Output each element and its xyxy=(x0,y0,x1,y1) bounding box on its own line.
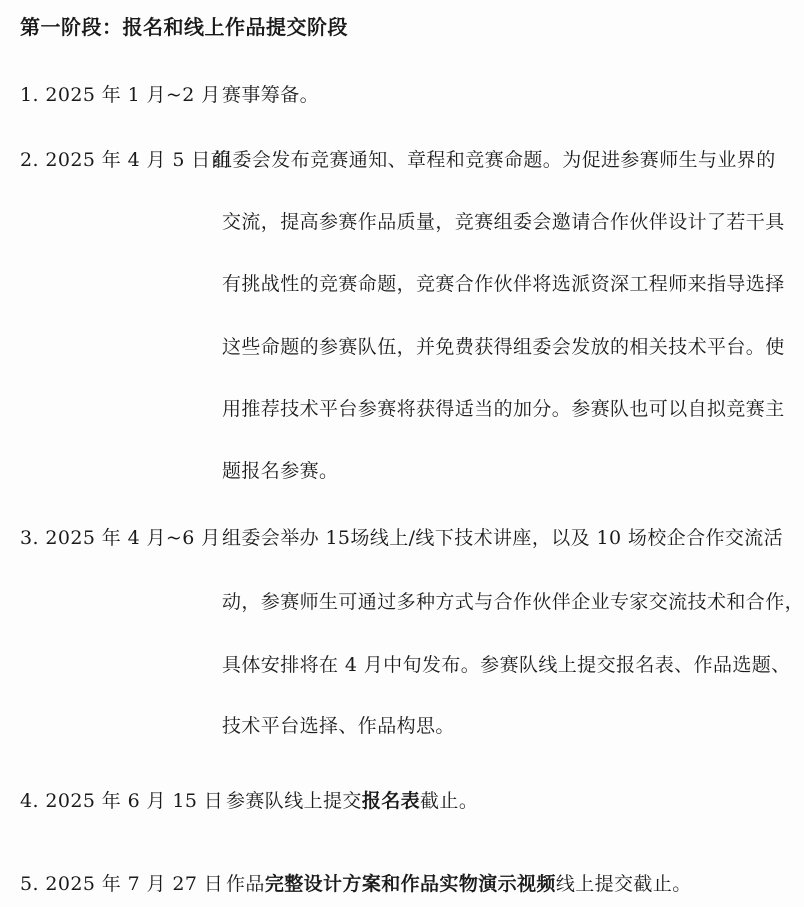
item-2-line-3: 有挑战性的竞赛命题，竞赛合作伙伴将选派资深工程师来指导选择 xyxy=(222,273,785,295)
item-2-date: 2. 2025 年 4 月 5 日前 xyxy=(20,149,231,171)
item-4-text xyxy=(226,787,478,815)
item-5-date: 5. 2025 年 7 月 27 日 xyxy=(20,873,224,895)
item-1-line-1: 赛事筹备。 xyxy=(222,84,320,106)
item-2-line-2: 交流，提高参赛作品质量，竞赛组委会邀请合作伙伴设计了若干具 xyxy=(222,211,785,233)
item-3-line-3: 具体安排将在 4 月中旬发布。参赛队线上提交报名表、作品选题、 xyxy=(222,654,791,676)
item-1-date: 1. 2025 年 1 月~2 月 xyxy=(20,84,221,106)
item-4-text-bold: 报名表 xyxy=(361,790,421,812)
item-3-date: 3. 2025 年 4 月~6 月 xyxy=(20,527,221,549)
item-5-text-bold: 完整设计方案和作品实物演示视频 xyxy=(264,873,556,895)
item-2-line-4: 这些命题的参赛队伍，并免费获得组委会发放的相关技术平台。使 xyxy=(222,336,785,358)
item-3-line-4: 技术平台选择、作品构思。 xyxy=(222,715,455,737)
item-2-line-1: 组委会发布竞赛通知、章程和竞赛命题。为促进参赛师生与业界的 xyxy=(213,149,776,171)
item-2-line-5: 用推荐技术平台参赛将获得适当的加分。参赛队也可以自拟竞赛主 xyxy=(222,398,785,420)
item-5-text-pre: 作品 xyxy=(226,873,265,895)
item-5-text xyxy=(226,870,692,898)
item-5-text-post: 线上提交截止。 xyxy=(555,873,692,895)
item-2-line-6: 题报名参赛。 xyxy=(222,460,339,482)
item-4-text-post: 截止。 xyxy=(420,790,479,812)
item-4-text-pre: 参赛队线上提交 xyxy=(226,790,362,812)
item-3-line-2: 动，参赛师生可通过多种方式与合作伙伴企业专家交流技术和合作， xyxy=(222,591,804,613)
item-3-line-1: 组委会举办 15场线上/线下技术讲座，以及 10 场校企合作交流活 xyxy=(222,527,784,549)
section-heading: 第一阶段：报名和线上作品提交阶段 xyxy=(20,15,348,39)
item-4-date: 4. 2025 年 6 月 15 日 xyxy=(20,790,224,812)
